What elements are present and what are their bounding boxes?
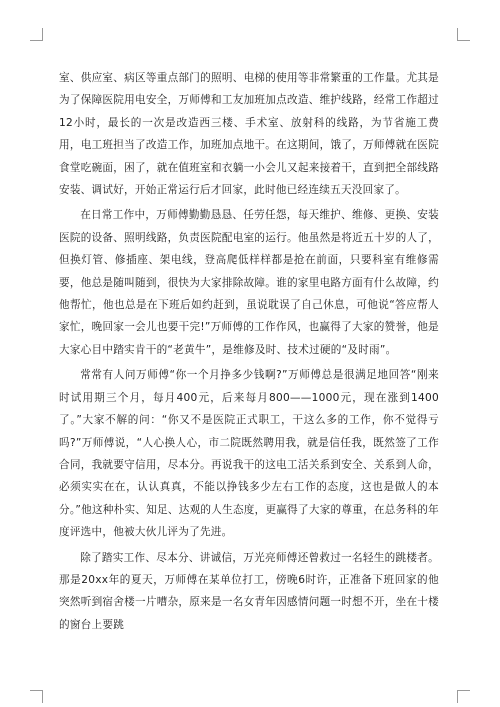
document-body (59, 67, 439, 639)
paragraph-2: 在日常工作中，万师傅勤勤恳恳、任劳任怨，每天维护、维修、更换、安装医院的设备、照明线路，负责医院配电室的运行。他虽然是将近五十岁的人了，但换灯管、修插座、架电线，登高爬低样样都是抢在前面，只要科室有维修需要，他总是随叫随到，很快为大家排除故障。谁的家里电路方面有什么故障，约他帮忙，他也总是在下班后如约赶到，虽说耽误了自己休息，可他说“答应帮人家忙，晚回家一会儿也要干完!”万师傅的工作作风，也赢得了大家的赞誉，他是大家心目中踏实肯干的“老黄牛”，是维修及时、技术过硬的“及时雨”。 (59, 209, 439, 356)
paragraph-1: 室、供应室、病区等重点部门的照明、电梯的使用等非常繁重的工作量。尤其是为了保障医院用电安全，万师傅和工友加班加点改造、维护线路，经常工作超过12小时，最长的一次是改造西三楼、手术室、放射科的线路，为节省施工费用，电工班担当了改造工作，加班加点地干。在这期间，饿了，万师傅就在医院食堂吃碗面，困了，就在值班室和衣躺一小会儿又起来接着干，直到把全部线路安装、调试好，开始正常运行后才回家，此时他已经连续五天没回家了。 (59, 72, 439, 197)
crop-mark-bottom-left (30, 690, 43, 703)
paragraph-3: 常常有人问万师傅“你一个月挣多少钱啊?”万师傅总是很满足地回答“刚来时试用期三个月，每月400元，后来每月800——1000元，现在涨到1400了。”大家不解的问：“你又不是医院正式职工，干这么多的工作，你不觉得亏吗?”万师傅说，“人心换人心，市二院既然聘用我，就是信任我，既然签了工作合同，我就要守信用，尽本分。再说我干的这电工活关系到安全、关系到人命，必须实实在在，认认真真，不能以挣钱多少左右工作的态度，这也是做人的本分。”他这种朴实、知足、达观的人生态度，更赢得了大家的尊重，在总务科的年度评选中，他被大伙儿评为了先进。 (59, 369, 439, 539)
crop-mark-top-left (30, 28, 43, 41)
crop-mark-top-right (457, 28, 470, 41)
crop-mark-bottom-right (457, 690, 470, 703)
paragraph-4: 除了踏实工作、尽本分、讲诚信，万光亮师傅还曾救过一名轻生的跳楼者。那是20xx年的夏天，万师傅在某单位打工，傍晚6时许，正准备下班回家的他突然听到宿舍楼一片嘈杂，原来是一名女青年因感情问题一时想不开，坐在十楼的窗台上要跳 (59, 551, 439, 631)
